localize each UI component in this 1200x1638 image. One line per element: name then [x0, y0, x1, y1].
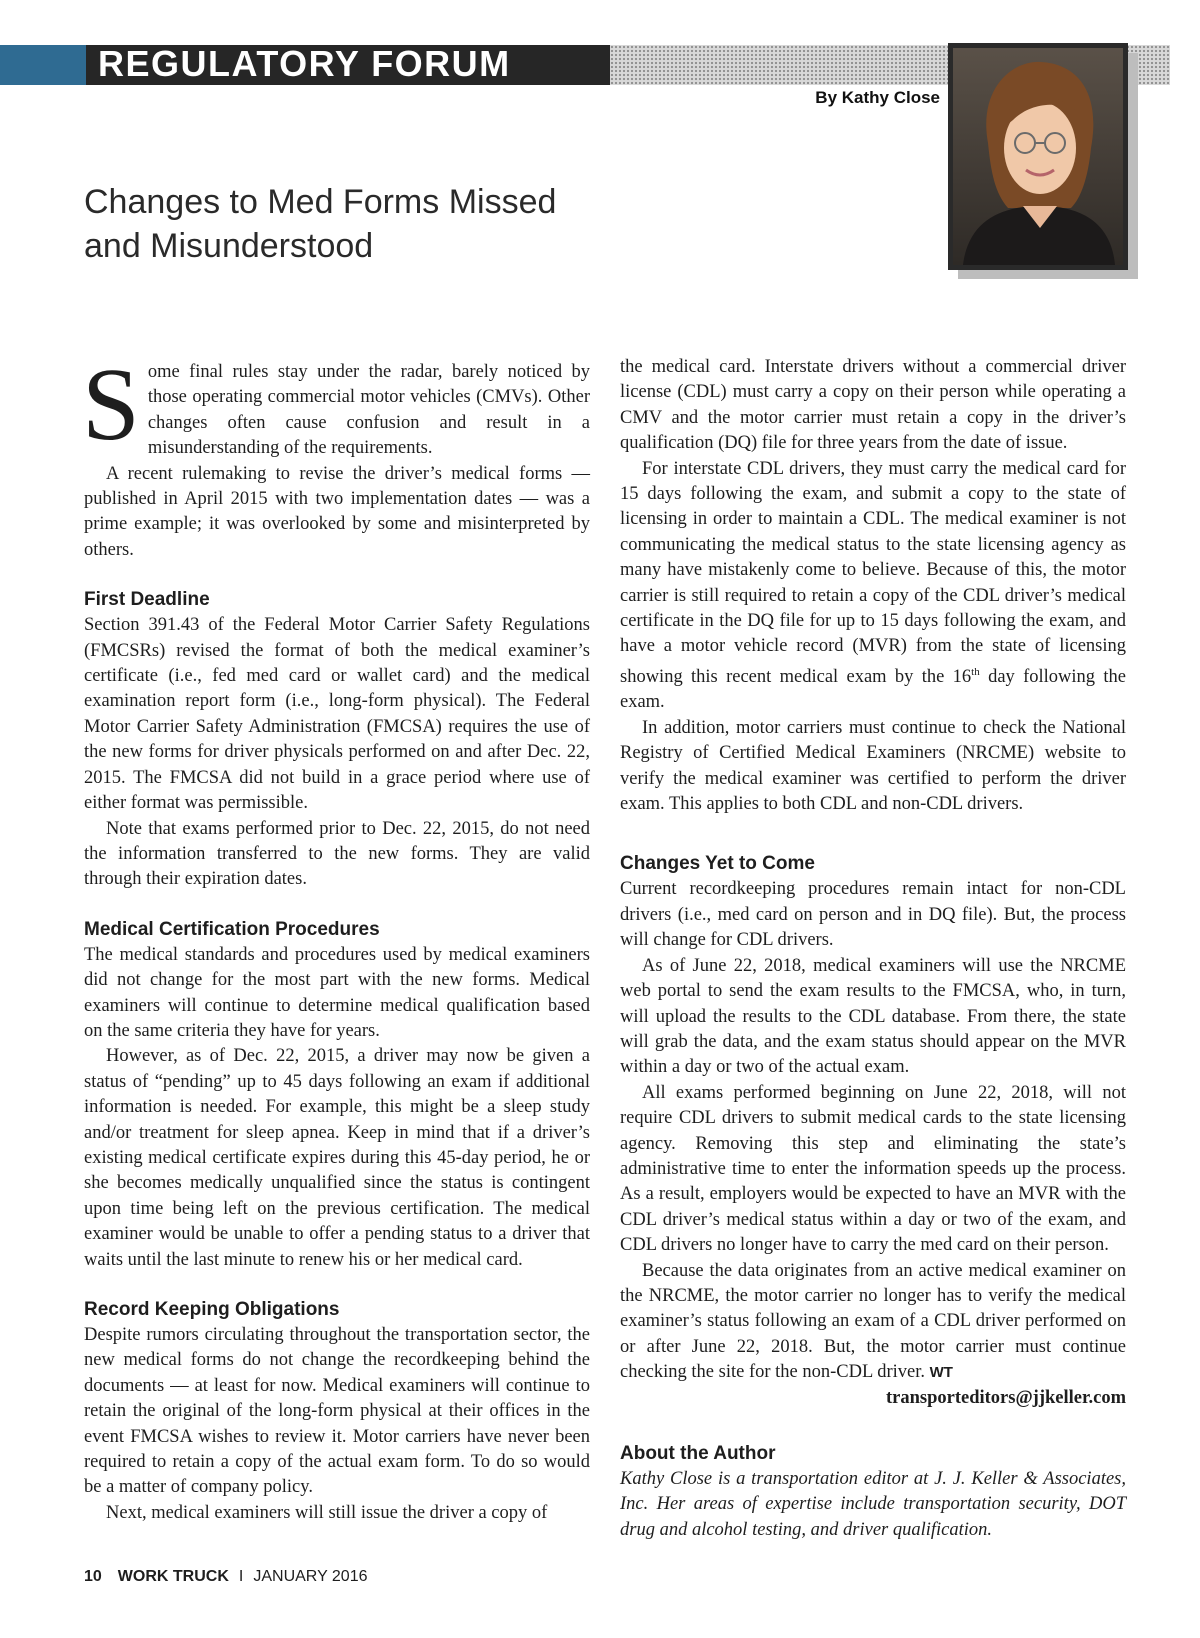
body-paragraph: Section 391.43 of the Federal Motor Carrier Safety Regulations (FMCSRs) revised the format of both the medical examiner’s certificate (i.e., fed med card or wallet card) and the medical examination report form (i.e., long-form physical). The Federal Motor Carrier Safety Administration (FMCSA) requires the use of the new forms for driver physicals performed on and after Dec. 22, 2015. The FMCSA did not build in a grace period where use of either format was permissible. [84, 615, 590, 814]
body-paragraph [620, 1259, 1126, 1386]
page-footer [84, 1568, 367, 1586]
body-paragraph: A recent rulemaking to revise the driver’s medical forms — published in April 2015 with two implementation dates — was a prime example; it was overlooked by some and misinterpreted by others. [84, 463, 590, 560]
author-email[interactable]: transporteditors@jjkeller.com [885, 1387, 1126, 1408]
heading-first-deadline: First Deadline [84, 589, 210, 611]
body-paragraph: In addition, motor carriers must continue to check the National Registry of Certified Medical Examiners (NRCME) website to verify the medical examiner was certified to perform the driver exam. This applies to both CDL and non-CDL drivers. [620, 717, 1126, 815]
article-headline [84, 180, 804, 268]
drop-cap: S [82, 347, 140, 462]
superscript: th [971, 665, 980, 678]
body-paragraph: As of June 22, 2018, medical examiners will use the NRCME web portal to send the exam results to the FMCSA, who, in turn, will upload the results to the CDL database. From there, the state will grab the data, and the exam status should appear on the MVR within a day or two of the actual exam. [620, 955, 1126, 1078]
body-paragraph: Note that exams performed prior to Dec. 22, 2015, do not need the information transferred to the new forms. They are valid through their expiration dates. [84, 818, 590, 890]
banner-accent [0, 45, 86, 85]
body-text: Because the data originates from an active medical examiner on the NRCME, the motor carrier no longer has to verify the medical examiner’s status following an exam of a CDL driver performed on or after June 22, 2018. But, the motor carrier must continue checking the site for the non-CDL driver. [620, 1260, 1126, 1383]
body-paragraph: Current recordkeeping procedures remain intact for non-CDL drivers (i.e., med card on person and in DQ file). But, the process will change for CDL drivers. [620, 879, 1126, 951]
byline: By Kathy Close [815, 88, 940, 107]
heading-record-keeping: Record Keeping Obligations [84, 1299, 340, 1320]
left-column [82, 347, 590, 1526]
body-paragraph: The medical standards and procedures used by medical examiners did not change for the most part with the new forms. Medical examiners will continue to determine medical qualification based on the same criteria they have for years. [84, 944, 590, 1041]
body-paragraph [620, 457, 1126, 716]
heading-about-author: About the Author [620, 1443, 776, 1464]
footer-separator: I [238, 1568, 244, 1585]
section-title: REGULATORY FORUM [98, 43, 511, 84]
body-text: day following the exam. [620, 667, 1126, 713]
right-column [620, 355, 1126, 1543]
end-mark: WT [929, 1364, 953, 1382]
heading-medical-certification: Medical Certification Procedures [84, 918, 380, 940]
issue-date: JANUARY 2016 [253, 1568, 368, 1585]
headline-line-1: Changes to Med Forms Missed [84, 183, 557, 221]
body-paragraph: Despite rumors circulating throughout the transportation sector, the new medical forms do not change the recordkeeping behind the documents — at least for now. Medical examiners will continue to retain the original of the long-form physical at their offices in the event FMCSA wishes to review it. Motor carriers have never been required to retain a copy of the actual exam form. To do so would be a matter of company policy. [84, 1325, 590, 1498]
headline-line-2: and Misunderstood [84, 227, 374, 265]
body-paragraph: Next, medical examiners will still issue the driver a copy of [106, 1502, 548, 1523]
body-text: For interstate CDL drivers, they must carry the medical card for 15 days following the exam, and submit a copy to the state of licensing in order to maintain a CDL. The medical examiner is not communicating the medical status to the state licensing agency as many have mistakenly come to believe. Because of this, the motor carrier is still required to retain a copy of the CDL driver’s medical certificate in the DQ file for up to 15 days following the exam, and have a motor vehicle record (MVR) from the state of licensing showing this recent medical exam by the 16 [620, 458, 1126, 688]
intro-text: ome final rules stay under the radar, barely noticed by those operating commercial motor vehicles (CMVs). Other changes often cause confusion and result in a misunderstanding of the requirements. [147, 362, 590, 459]
author-photo [948, 43, 1128, 270]
page-number: 10 [84, 1568, 102, 1585]
body-paragraph: All exams performed beginning on June 22, 2018, will not require CDL drivers to submit medical cards to the state licensing agency. Removing this step and eliminating the state’s administrative time to enter the information speeds up the process. As a result, employers would be expected to have an MVR with the CDL driver’s medical status within a day or two of the exam, and CDL drivers no longer have to carry the med card on their person. [620, 1082, 1126, 1256]
magazine-name: WORK TRUCK [117, 1568, 229, 1585]
intro-paragraph [82, 347, 590, 462]
body-paragraph: the medical card. Interstate drivers without a commercial driver license (CDL) must carry a copy on their person while operating a CMV and the motor carrier must retain a copy in the driver’s qualification (DQ) file for three years from the date of issue. [620, 357, 1126, 454]
heading-changes-yet-to-come: Changes Yet to Come [620, 853, 815, 875]
author-bio: Kathy Close is a transportation editor at J. J. Keller & Associates, Inc. Her areas of expertise include transportation security, DOT drug and alcohol testing, and driver qualification. [620, 1469, 1126, 1540]
body-paragraph: However, as of Dec. 22, 2015, a driver may now be given a status of “pending” up to 45 days following an exam if additional information is needed. For example, this might be a sleep study and/or treatment for sleep apnea. Keep in mind that if a driver’s existing medical certificate expires during this 45-day period, he or she becomes medically unqualified since the status is contingent upon time being left on the previous certification. The medical examiner would be unable to offer a pending status to a driver that waits until the last minute to renew his or her medical card. [84, 1046, 590, 1270]
